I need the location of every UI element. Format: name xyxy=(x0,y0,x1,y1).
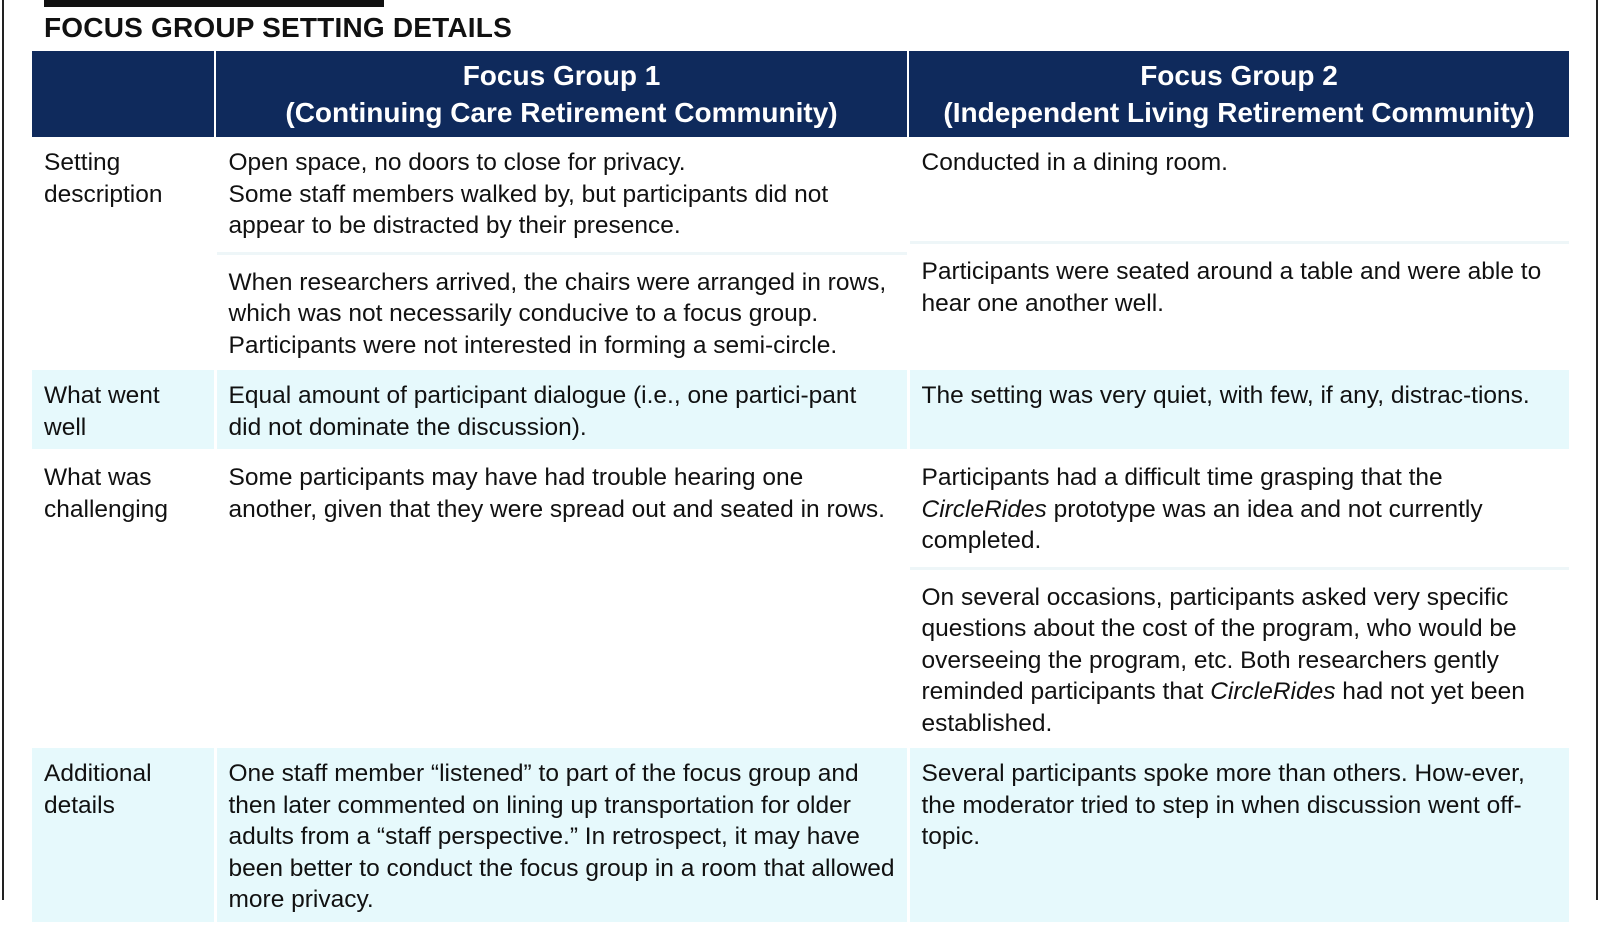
header-focus-group-1 xyxy=(215,51,908,137)
header-fg1-title: Focus Group 1 xyxy=(462,60,661,91)
fg1-cell: Some participants may have had trouble hearing one another, given that they were spread out and seated in rows. xyxy=(215,451,908,747)
row-label xyxy=(32,369,215,451)
fg2-paragraph: Conducted in a dining room. xyxy=(921,149,1228,176)
header-fg2-subtitle: (Independent Living Retirement Community) xyxy=(943,97,1535,128)
fg2-paragraph xyxy=(922,462,1558,557)
fg2-cell xyxy=(908,451,1569,747)
fg1-paragraph: When researchers arrived, the chairs were arranged in rows, which was not necessarily conducive to a focus group. Participants were not interested in forming a semi-circle. xyxy=(228,268,887,359)
sub-divider xyxy=(217,252,907,255)
fg2-paragraph xyxy=(922,582,1558,740)
row-setting-description xyxy=(32,137,1569,369)
row-label-line: Additional xyxy=(44,760,152,787)
header-focus-group-2 xyxy=(908,51,1569,137)
table-label-bar xyxy=(44,0,384,7)
fg1-cell xyxy=(215,137,908,369)
row-label xyxy=(32,451,215,747)
header-fg1-subtitle: (Continuing Care Retirement Community) xyxy=(285,97,838,128)
row-what-was-challenging xyxy=(32,451,1569,747)
product-name: CircleRides xyxy=(921,495,1047,523)
fg2-paragraph: Participants were seated around a table and were able to hear one another well. xyxy=(921,258,1542,317)
table-title: FOCUS GROUP SETTING DETAILS xyxy=(44,12,512,43)
fg1-cell: One staff member “listened” to part of the focus group and then later commented on lining up transportation for older adults from a “staff perspective.” In retrospect, it may have been better to conduct the focus group in a room that allowed more privacy. xyxy=(215,747,908,924)
row-additional-details xyxy=(32,747,1569,924)
product-name: CircleRides xyxy=(1210,678,1336,705)
row-label xyxy=(32,137,215,369)
fg1-cell: Equal amount of participant dialogue (i.e., one partici-pant did not dominate the discussion). xyxy=(215,369,908,451)
text-run: had not yet been established. xyxy=(921,678,1525,737)
text-line: Open space, no doors to close for privacy. xyxy=(228,149,686,176)
text-run: On several occasions, participants asked very specific questions about the cost of the program, who would be overseeing the program, etc. Both researchers gently reminded participants that xyxy=(921,583,1517,705)
header-row xyxy=(32,51,1569,137)
fg2-cell: The setting was very quiet, with few, if any, distrac-tions. xyxy=(908,369,1569,451)
row-label-line: details xyxy=(44,791,115,819)
row-what-went-well xyxy=(32,369,1569,451)
sub-divider xyxy=(910,241,1570,244)
header-fg2-title: Focus Group 2 xyxy=(1140,60,1338,91)
row-label-line: Setting xyxy=(44,149,121,176)
row-label-line: challenging xyxy=(44,495,168,523)
fg2-cell: Several participants spoke more than others. How-ever, the moderator tried to step in when discussion went off-topic. xyxy=(908,747,1569,924)
row-label-line: well xyxy=(44,413,87,441)
row-label-line: What was xyxy=(44,464,152,491)
focus-group-table xyxy=(32,51,1569,925)
fg1-paragraph xyxy=(229,147,895,242)
text-run: Participants had a difficult time grasping that the xyxy=(921,464,1443,491)
text-line: Some staff members walked by, but participants did not appear to be distracted by their presence. xyxy=(228,180,829,239)
text-run: prototype was an idea and not currently completed. xyxy=(921,495,1483,554)
row-label xyxy=(32,747,215,924)
fg2-cell xyxy=(908,137,1569,369)
sub-divider xyxy=(910,567,1570,570)
row-label-line: description xyxy=(44,180,163,208)
row-label-line: What went xyxy=(44,382,160,409)
header-empty-cell xyxy=(32,51,215,137)
